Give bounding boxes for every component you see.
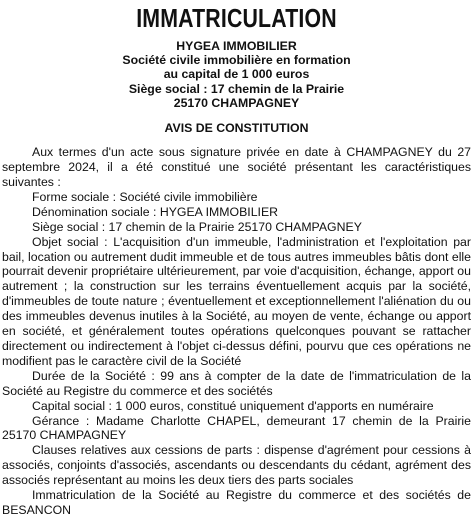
- paragraph-gerance: Gérance : Madame Charlotte CHAPEL, demeurant 17 chemin de la Prairie 25170 CHAMPAGNEY: [2, 413, 471, 443]
- paragraph-capital: Capital social : 1 000 euros, constitué uniquement d'apports en numéraire: [32, 398, 434, 413]
- paragraph-siege: Siège social : 17 chemin de la Prairie 25170 CHAMPAGNEY: [32, 219, 362, 234]
- legal-notice: [0, 3, 473, 517]
- paragraph-denomination: Dénomination sociale : HYGEA IMMOBILIER: [32, 204, 279, 219]
- notice-title: IMMATRICULATION: [136, 3, 337, 33]
- paragraph-clauses: Clauses relatives aux cessions de parts : dispense d'agrément pour cessions à associés, conjoints d'associés, ascendants ou descendants du cédant, agrément des associés représentant au moins les deux tiers des parts sociales: [2, 443, 471, 488]
- notice-body: [2, 145, 471, 518]
- paragraph-objet: Objet social : L'acquisition d'un immeuble, l'administration et l'exploitation par bail, location ou autrement dudit immeuble et de tous autres immeubles bâtis dont elle pourrait devenir propriétaire ultérieurement, par voie d'acquisition, échange, apport ou autrement ; la construction sur les terrains éventuellement acquis par la société, d'immeubles de toute nature ; éventuellement et exceptionnellement l'aliénation du ou des immeubles devenus inutiles à la Société, au moyen de vente, échange ou apport en société, et généralement toutes opérations quelconques pouvant se rattacher directement ou indirectement à l'objet ci-dessus défini, pourvu que ces opérations ne modifient pas le caractère civil de la Société: [2, 234, 471, 368]
- company-name: HYGEA IMMOBILIER: [176, 39, 297, 53]
- paragraph-forme: Forme sociale : Société civile immobilière: [32, 189, 258, 204]
- company-seat: Siège social : 17 chemin de la Prairie: [128, 81, 345, 96]
- paragraph-intro: Aux termes d'un acte sous signature privée en date à CHAMPAGNEY du 27 septembre 2024, il a été constitué une société présentant les caractéristiques suivantes :: [2, 145, 471, 190]
- company-form: Société civile immobilière en formation: [122, 53, 351, 68]
- paragraph-immatriculation: Immatriculation de la Société au Registre du commerce et des sociétés de BESANCON: [2, 488, 471, 517]
- company-city: 25170 CHAMPAGNEY: [173, 95, 300, 110]
- company-header: [2, 39, 471, 110]
- paragraph-duree: Durée de la Société : 99 ans à compter de la date de l'immatriculation de la Société au Registre du commerce et des sociétés: [2, 368, 471, 398]
- notice-heading: AVIS DE CONSTITUTION: [164, 121, 309, 136]
- company-capital: au capital de 1 000 euros: [163, 67, 310, 82]
